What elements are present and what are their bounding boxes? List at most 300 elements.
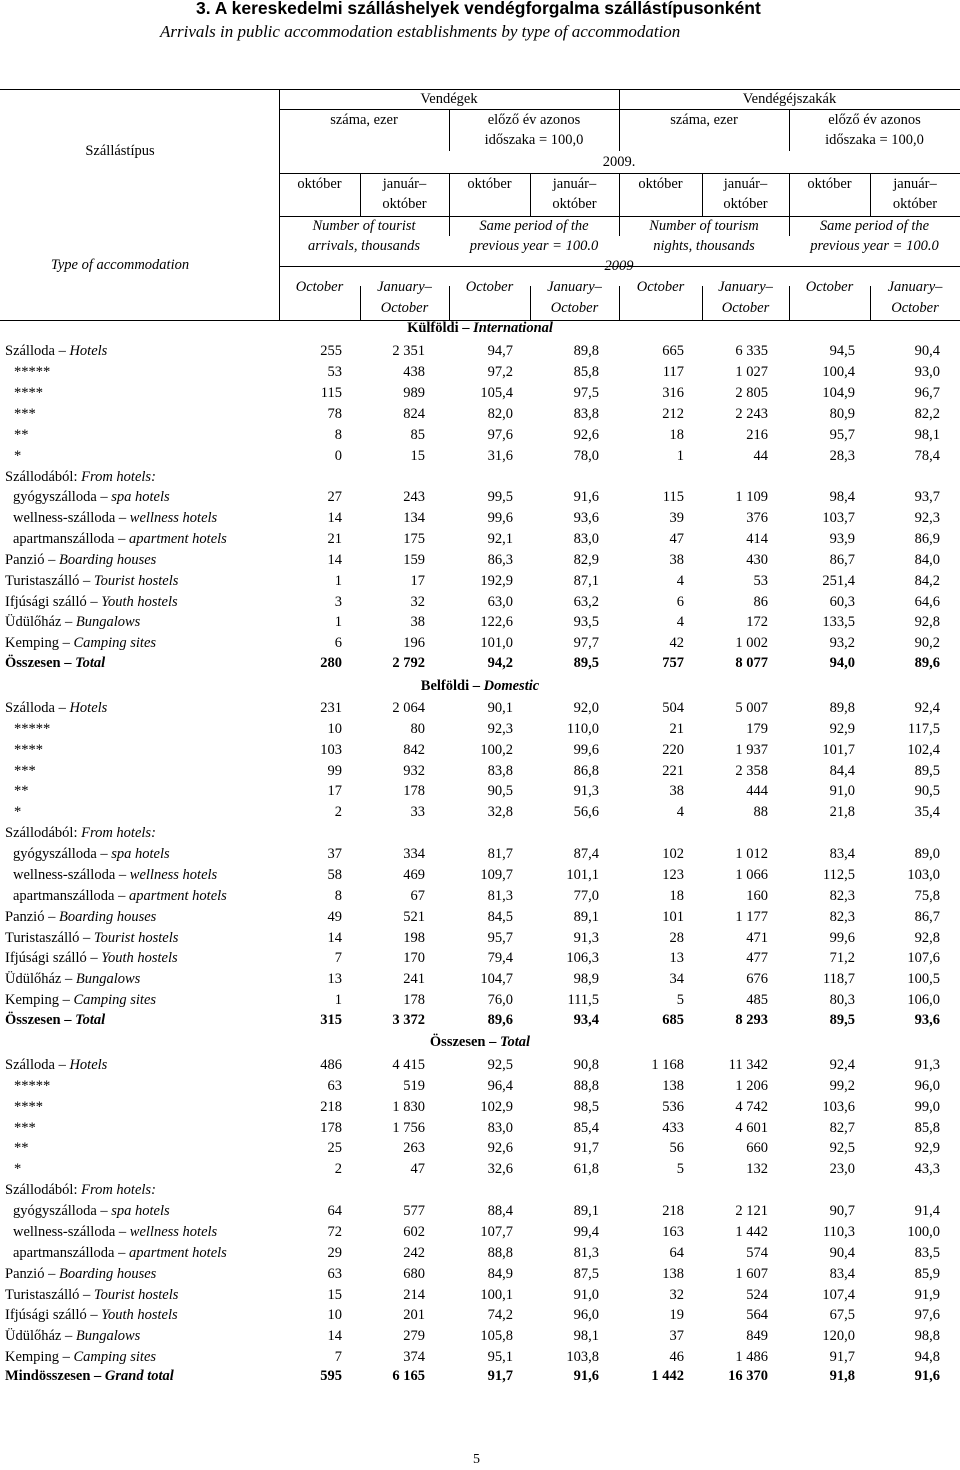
row-label-hu: Üdülőház bbox=[5, 614, 62, 630]
table-cell: 82,0 bbox=[487, 406, 513, 422]
table-cell: 3 bbox=[334, 594, 342, 610]
table-row bbox=[0, 1347, 960, 1367]
table-cell: 89,1 bbox=[573, 909, 599, 925]
table-cell: 477 bbox=[746, 950, 768, 966]
row-label: Üdülőház – Bungalows bbox=[5, 971, 141, 987]
row-label-en: apartment hotels bbox=[128, 1245, 227, 1261]
table-cell: 61,8 bbox=[573, 1161, 599, 1177]
table-cell: 118,7 bbox=[822, 971, 855, 987]
table-cell: 198 bbox=[403, 930, 425, 946]
table-cell: 15 bbox=[327, 1287, 342, 1303]
table-cell: 23,0 bbox=[829, 1161, 855, 1177]
table-cell: 89,6 bbox=[487, 1012, 513, 1028]
table-cell: 94,7 bbox=[487, 343, 513, 359]
table-cell: 82,3 bbox=[829, 888, 855, 904]
table-cell: 17 bbox=[327, 783, 342, 799]
table-row bbox=[0, 1264, 960, 1284]
row-label-hu: **** bbox=[14, 385, 43, 401]
row-label-en: Camping sites bbox=[73, 992, 157, 1008]
table-cell: 178 bbox=[320, 1120, 342, 1136]
col-january: January– bbox=[377, 279, 432, 295]
table-row bbox=[0, 467, 960, 487]
table-cell: 212 bbox=[662, 406, 684, 422]
table-cell: 77,0 bbox=[573, 888, 599, 904]
table-cell: 103,8 bbox=[566, 1349, 599, 1365]
table-cell: 99 bbox=[327, 763, 342, 779]
row-label: wellness-szálloda – wellness hotels bbox=[13, 510, 218, 526]
table-cell: 86 bbox=[753, 594, 768, 610]
table-cell: 89,6 bbox=[914, 655, 940, 671]
row-label bbox=[14, 1138, 29, 1158]
table-cell: 93,0 bbox=[914, 364, 940, 380]
table-cell: 53 bbox=[327, 364, 342, 380]
table-cell: 84,4 bbox=[829, 763, 855, 779]
table-cell: 93,5 bbox=[573, 614, 599, 630]
table-row bbox=[0, 487, 960, 507]
row-label-hu: apartmanszálloda bbox=[13, 888, 115, 904]
table-cell: 89,0 bbox=[914, 846, 940, 862]
row-label-en: Hotels bbox=[69, 1057, 108, 1073]
table-cell: 46 bbox=[669, 1349, 684, 1365]
table-cell: 170 bbox=[403, 950, 425, 966]
table-cell: 8 077 bbox=[735, 655, 768, 671]
row-label-en: Hotels bbox=[69, 700, 108, 716]
table-cell: 101,7 bbox=[822, 742, 855, 758]
table-cell: 28 bbox=[669, 930, 684, 946]
table-cell: 92,5 bbox=[487, 1057, 513, 1073]
row-label bbox=[14, 404, 36, 424]
table-cell: 98,1 bbox=[573, 1328, 599, 1344]
row-label: Üdülőház – Bungalows bbox=[5, 614, 141, 630]
table-cell: 524 bbox=[746, 1287, 768, 1303]
row-label bbox=[14, 362, 50, 382]
table-row bbox=[0, 698, 960, 718]
table-cell: 92,3 bbox=[487, 721, 513, 737]
table-cell: 4 bbox=[676, 573, 684, 589]
table-cell: 280 bbox=[320, 655, 342, 671]
table-cell: 595 bbox=[320, 1368, 342, 1384]
table-cell: 84,2 bbox=[914, 573, 940, 589]
row-label-hu: *** bbox=[14, 1120, 36, 1136]
row-label-hu: Ifjúsági szálló bbox=[5, 594, 87, 610]
row-label-hu: gyógyszálloda bbox=[13, 1203, 97, 1219]
table-cell: 98,5 bbox=[573, 1099, 599, 1115]
table-cell: 536 bbox=[662, 1099, 684, 1115]
table-cell: 86,8 bbox=[573, 763, 599, 779]
table-cell: 83,0 bbox=[487, 1120, 513, 1136]
table-cell: 82,3 bbox=[829, 909, 855, 925]
table-row bbox=[0, 592, 960, 612]
col-januar-oktober: október bbox=[552, 196, 597, 212]
table-cell: 1 206 bbox=[735, 1078, 768, 1094]
table-cell: 102 bbox=[662, 846, 684, 862]
table-cell: 2 351 bbox=[392, 343, 425, 359]
table-row bbox=[0, 341, 960, 361]
table-cell: 86,3 bbox=[487, 552, 513, 568]
table-cell: 676 bbox=[746, 971, 768, 987]
row-label-en: Bungalows bbox=[75, 1328, 141, 1344]
table-cell: 90,8 bbox=[573, 1057, 599, 1073]
table-cell: 42 bbox=[669, 635, 684, 651]
row-label: Összesen – Total bbox=[5, 1012, 106, 1028]
table-cell: 471 bbox=[746, 930, 768, 946]
nights-header: Vendégéjszakák bbox=[742, 91, 837, 107]
table-cell: 78,4 bbox=[914, 448, 940, 464]
table-cell: 28,3 bbox=[829, 448, 855, 464]
row-label-hu: Ifjúsági szálló bbox=[5, 1307, 87, 1323]
row-label-en: Total bbox=[75, 655, 106, 671]
nights-index-header-1: előző év azonos bbox=[828, 112, 921, 128]
row-label bbox=[14, 383, 43, 403]
table-cell: 92,6 bbox=[487, 1140, 513, 1156]
table-cell: 87,4 bbox=[573, 846, 599, 862]
table-cell: 94,0 bbox=[829, 655, 855, 671]
table-cell: 92,3 bbox=[914, 510, 940, 526]
table-cell: 39 bbox=[669, 510, 684, 526]
table-cell: 433 bbox=[662, 1120, 684, 1136]
table-cell: 87,5 bbox=[573, 1266, 599, 1282]
table-cell: 111,5 bbox=[567, 992, 599, 1008]
table-cell: 88,8 bbox=[573, 1078, 599, 1094]
col-januar: január– bbox=[723, 176, 768, 192]
row-label: Szálloda – Hotels bbox=[5, 1057, 108, 1073]
table-cell: 7 bbox=[334, 1349, 342, 1365]
table-cell: 89,5 bbox=[914, 763, 940, 779]
table-cell: 91,0 bbox=[829, 783, 855, 799]
table-cell: 91,3 bbox=[573, 783, 599, 799]
table-cell: 19 bbox=[669, 1307, 684, 1323]
row-label-en: Camping sites bbox=[73, 1349, 157, 1365]
table-cell: 98,8 bbox=[914, 1328, 940, 1344]
section-title-hu: Összesen bbox=[429, 1034, 486, 1050]
table-row bbox=[0, 612, 960, 632]
table-cell: 100,1 bbox=[480, 1287, 513, 1303]
same-period-en-1: Same period of the bbox=[819, 218, 930, 234]
table-cell: 221 bbox=[662, 763, 684, 779]
table-cell: 241 bbox=[403, 971, 425, 987]
table-row bbox=[0, 865, 960, 885]
table-cell: 75,8 bbox=[914, 888, 940, 904]
table-cell: 91,4 bbox=[914, 1203, 940, 1219]
row-label-en: Boarding houses bbox=[58, 909, 157, 925]
table-cell: 1 442 bbox=[735, 1224, 768, 1240]
table-cell: 16 370 bbox=[728, 1368, 768, 1384]
row-label-hu: **** bbox=[14, 742, 43, 758]
table-cell: 1 607 bbox=[735, 1266, 768, 1282]
table-cell: 96,4 bbox=[487, 1078, 513, 1094]
table-cell: 680 bbox=[403, 1266, 425, 1282]
table-cell: 932 bbox=[403, 763, 425, 779]
table-row bbox=[0, 1285, 960, 1305]
type-header-en: Type of accommodation bbox=[50, 257, 190, 273]
table-cell: 660 bbox=[746, 1140, 768, 1156]
table-cell: 2 064 bbox=[392, 700, 425, 716]
table-cell: 60,3 bbox=[829, 594, 855, 610]
table-cell: 115 bbox=[320, 385, 342, 401]
row-label-en: Youth hostels bbox=[101, 594, 178, 610]
table-cell: 216 bbox=[746, 427, 768, 443]
row-label-en: apartment hotels bbox=[128, 888, 227, 904]
col-januar: január– bbox=[552, 176, 597, 192]
table-cell: 175 bbox=[403, 531, 425, 547]
table-cell: 112,5 bbox=[822, 867, 855, 883]
table-cell: 91,6 bbox=[573, 489, 599, 505]
row-label-hu: Szálloda bbox=[5, 700, 55, 716]
row-label bbox=[14, 802, 21, 822]
table-row bbox=[0, 446, 960, 466]
row-label bbox=[5, 823, 156, 843]
table-cell: 2 bbox=[334, 804, 342, 820]
table-row bbox=[0, 529, 960, 549]
col-october: October bbox=[465, 279, 514, 295]
table-cell: 99,0 bbox=[914, 1099, 940, 1115]
table-cell: 97,6 bbox=[914, 1307, 940, 1323]
table-cell: 21 bbox=[669, 721, 684, 737]
table-cell: 444 bbox=[746, 783, 768, 799]
row-label-hu: ***** bbox=[14, 1078, 51, 1094]
row-label bbox=[5, 1180, 156, 1200]
col-januar-oktober: október bbox=[382, 196, 427, 212]
row-label-hu: * bbox=[14, 448, 22, 464]
row-label bbox=[14, 1118, 36, 1138]
table-cell: 83,8 bbox=[573, 406, 599, 422]
type-header-hu: Szállástípus bbox=[85, 143, 155, 159]
row-label: gyógyszálloda – spa hotels bbox=[13, 1203, 170, 1219]
section-title-en: Total bbox=[500, 1034, 531, 1050]
table-cell: 86,7 bbox=[914, 909, 940, 925]
row-label: gyógyszálloda – spa hotels bbox=[13, 489, 170, 505]
table-cell: 88,4 bbox=[487, 1203, 513, 1219]
guests-count-header: száma, ezer bbox=[330, 112, 398, 128]
row-label-en: Bungalows bbox=[75, 614, 141, 630]
col-oktober: október bbox=[807, 176, 852, 192]
table-row bbox=[0, 1076, 960, 1096]
table-cell: 92,6 bbox=[573, 427, 599, 443]
table-cell: 685 bbox=[662, 1012, 684, 1028]
row-label-hu: Turistaszálló bbox=[5, 573, 80, 589]
table-cell: 138 bbox=[662, 1266, 684, 1282]
same-period-en-1: Same period of the bbox=[479, 218, 589, 234]
table-cell: 64 bbox=[327, 1203, 342, 1219]
table-cell: 67,5 bbox=[829, 1307, 855, 1323]
section-title-en: International bbox=[473, 320, 553, 336]
table-cell: 374 bbox=[403, 1349, 425, 1365]
table-cell: 564 bbox=[746, 1307, 768, 1323]
table-cell: 1 442 bbox=[651, 1368, 684, 1384]
table-cell: 1 486 bbox=[735, 1349, 768, 1365]
col-january-october: October bbox=[891, 300, 939, 316]
row-label: Ifjúsági szálló – Youth hostels bbox=[5, 1307, 178, 1323]
table-cell: 99,5 bbox=[487, 489, 513, 505]
row-label: Panzió – Boarding houses bbox=[5, 1266, 157, 1282]
table-cell: 96,0 bbox=[914, 1078, 940, 1094]
row-label-hu: ** bbox=[14, 1140, 29, 1156]
table-cell: 82,9 bbox=[573, 552, 599, 568]
table-cell: 17 bbox=[410, 573, 425, 589]
table-cell: 83,4 bbox=[829, 846, 855, 862]
row-label-hu: Kemping bbox=[5, 635, 59, 651]
row-label-hu: Kemping bbox=[5, 992, 59, 1008]
table-cell: 521 bbox=[403, 909, 425, 925]
table-cell: 91,7 bbox=[573, 1140, 599, 1156]
table-cell: 103 bbox=[320, 742, 342, 758]
table-cell: 315 bbox=[320, 1012, 342, 1028]
same-period-en-2: previous year = 100.0 bbox=[469, 238, 599, 254]
table-cell: 109,7 bbox=[480, 867, 513, 883]
row-label: Ifjúsági szálló – Youth hostels bbox=[5, 950, 178, 966]
table-cell: 89,5 bbox=[573, 655, 599, 671]
row-label-hu: ***** bbox=[14, 364, 51, 380]
table-cell: 6 165 bbox=[392, 1368, 425, 1384]
row-label-hu: apartmanszálloda bbox=[13, 1245, 115, 1261]
table-cell: 6 bbox=[334, 635, 342, 651]
table-cell: 103,7 bbox=[822, 510, 855, 526]
table-cell: 38 bbox=[669, 552, 684, 568]
table-cell: 95,7 bbox=[487, 930, 513, 946]
table-cell: 94,8 bbox=[914, 1349, 940, 1365]
document-title bbox=[0, 0, 960, 46]
row-label bbox=[14, 446, 21, 466]
table-row bbox=[0, 781, 960, 801]
col-october: October bbox=[805, 279, 854, 295]
table-row bbox=[0, 907, 960, 927]
table-cell: 89,1 bbox=[573, 1203, 599, 1219]
table-cell: 74,2 bbox=[487, 1307, 513, 1323]
table-header bbox=[0, 89, 960, 321]
row-label: wellness-szálloda – wellness hotels bbox=[13, 867, 218, 883]
table-cell: 32,6 bbox=[487, 1161, 513, 1177]
row-label-hu: Panzió bbox=[5, 1266, 45, 1282]
nights-count-header: száma, ezer bbox=[670, 112, 738, 128]
table-row bbox=[0, 761, 960, 781]
row-label-hu: * bbox=[14, 1161, 22, 1177]
row-label-en: Tourist hostels bbox=[93, 930, 179, 946]
table-cell: 83,4 bbox=[829, 1266, 855, 1282]
table-cell: 504 bbox=[662, 700, 684, 716]
table-row bbox=[0, 948, 960, 968]
table-cell: 84,9 bbox=[487, 1266, 513, 1282]
table-row bbox=[0, 1055, 960, 1075]
table-cell: 91,8 bbox=[829, 1368, 855, 1384]
table-cell: 97,7 bbox=[573, 635, 599, 651]
table-row bbox=[0, 990, 960, 1010]
col-october: October bbox=[636, 279, 685, 295]
table-cell: 80 bbox=[410, 721, 425, 737]
arrivals-en-1: Number of tourist bbox=[312, 218, 416, 234]
row-label-hu: wellness-szálloda bbox=[13, 867, 116, 883]
table-cell: 134 bbox=[403, 510, 425, 526]
table-cell: 14 bbox=[327, 930, 342, 946]
row-label-hu: ** bbox=[14, 783, 29, 799]
table-cell: 81,7 bbox=[487, 846, 513, 862]
table-cell: 110,0 bbox=[566, 721, 599, 737]
table-row bbox=[0, 1159, 960, 1179]
row-label-en: From hotels: bbox=[81, 469, 156, 485]
table-row bbox=[0, 928, 960, 948]
table-cell: 4 415 bbox=[392, 1057, 425, 1073]
row-label bbox=[14, 719, 50, 739]
table-cell: 89,5 bbox=[829, 1012, 855, 1028]
table-cell: 88,8 bbox=[487, 1245, 513, 1261]
table-cell: 90,1 bbox=[487, 700, 513, 716]
table-row bbox=[0, 844, 960, 864]
year-hu: 2009. bbox=[602, 154, 636, 170]
table-cell: 7 bbox=[334, 950, 342, 966]
table-cell: 102,9 bbox=[480, 1099, 513, 1115]
table-cell: 100,0 bbox=[907, 1224, 940, 1240]
table-cell: 1 066 bbox=[735, 867, 768, 883]
table-row bbox=[0, 1366, 960, 1386]
table-cell: 47 bbox=[669, 531, 684, 547]
title-hu: 3. A kereskedelmi szálláshelyek vendégforgalma szállástípusonként bbox=[196, 0, 761, 18]
table-cell: 4 bbox=[676, 614, 684, 630]
table-cell: 107,6 bbox=[907, 950, 940, 966]
table-cell: 83,0 bbox=[573, 531, 599, 547]
title-en: Arrivals in public accommodation establishments by type of accommodation bbox=[160, 22, 681, 41]
table-cell: 214 bbox=[403, 1287, 425, 1303]
row-label-hu: wellness-szálloda bbox=[13, 510, 116, 526]
col-januar: január– bbox=[382, 176, 427, 192]
table-cell: 120,0 bbox=[822, 1328, 855, 1344]
table-cell: 94,2 bbox=[487, 655, 513, 671]
row-label-en: Tourist hostels bbox=[93, 573, 179, 589]
table-cell: 4 bbox=[676, 804, 684, 820]
year-en: 2009 bbox=[604, 258, 634, 274]
table-cell: 192,9 bbox=[480, 573, 513, 589]
table-cell: 91,0 bbox=[573, 1287, 599, 1303]
row-label: apartmanszálloda – apartment hotels bbox=[13, 531, 227, 547]
row-label-hu: *** bbox=[14, 763, 36, 779]
table-cell: 91,9 bbox=[914, 1287, 940, 1303]
row-label-en: Bungalows bbox=[75, 971, 141, 987]
col-january: January– bbox=[718, 279, 773, 295]
table-cell: 44 bbox=[753, 448, 768, 464]
row-label: Szálloda – Hotels bbox=[5, 343, 108, 359]
table-cell: 665 bbox=[662, 343, 684, 359]
row-label: Kemping – Camping sites bbox=[5, 992, 157, 1008]
row-label-en: Grand total bbox=[104, 1368, 174, 1384]
table-cell: 243 bbox=[403, 489, 425, 505]
table-cell: 97,6 bbox=[487, 427, 513, 443]
table-cell: 80,9 bbox=[829, 406, 855, 422]
table-cell: 91,6 bbox=[914, 1368, 940, 1384]
table-cell: 103,0 bbox=[907, 867, 940, 883]
row-label bbox=[14, 740, 43, 760]
table-row bbox=[0, 1305, 960, 1325]
table-cell: 122,6 bbox=[480, 614, 513, 630]
table-cell: 100,2 bbox=[480, 742, 513, 758]
table-cell: 85,4 bbox=[573, 1120, 599, 1136]
row-label-hu: Szálloda bbox=[5, 1057, 55, 1073]
table-row bbox=[0, 1097, 960, 1117]
table-row bbox=[0, 1243, 960, 1263]
table-cell: 1 012 bbox=[735, 846, 768, 862]
table-cell: 1 830 bbox=[392, 1099, 425, 1115]
row-label-hu: Ifjúsági szálló bbox=[5, 950, 87, 966]
table-cell: 76,0 bbox=[487, 992, 513, 1008]
row-label: Ifjúsági szálló – Youth hostels bbox=[5, 594, 178, 610]
table-cell: 105,4 bbox=[480, 385, 513, 401]
arrivals-en-2: arrivals, thousands bbox=[308, 238, 420, 254]
row-label-hu: gyógyszálloda bbox=[13, 489, 97, 505]
table-cell: 110,3 bbox=[822, 1224, 855, 1240]
table-cell: 86,9 bbox=[914, 531, 940, 547]
table-cell: 87,1 bbox=[573, 573, 599, 589]
table-cell: 84,0 bbox=[914, 552, 940, 568]
row-label-en: Boarding houses bbox=[58, 552, 157, 568]
table-cell: 49 bbox=[327, 909, 342, 925]
table-cell: 35,4 bbox=[914, 804, 940, 820]
